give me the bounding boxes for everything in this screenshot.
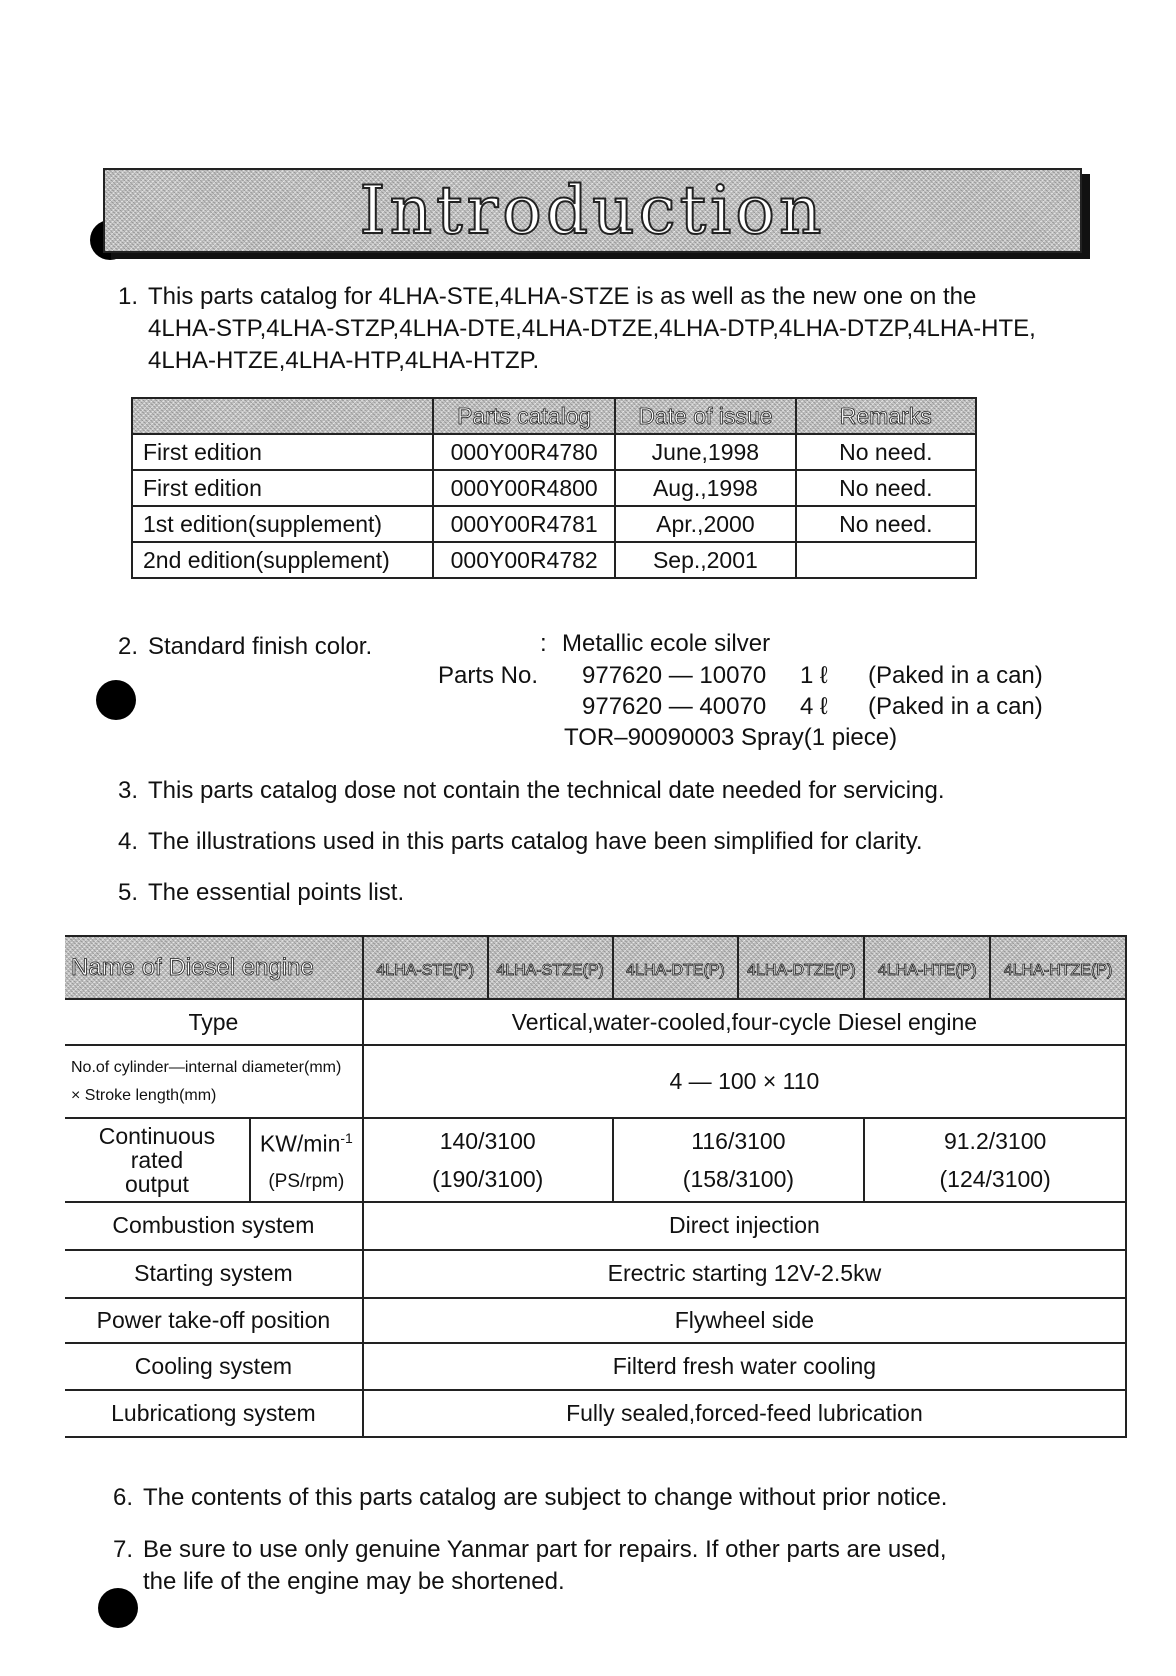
table-row: Combustion system Direct injection <box>65 1202 1126 1250</box>
model-header: 4LHA-STE(P) <box>376 962 475 979</box>
part-note-1: (Paked in a can) <box>868 662 1043 689</box>
intro-item-5: 5. The essential points list. <box>118 879 405 906</box>
intro-item-7: 7. Be sure to use only genuine Yanmar part for repairs. If other parts are used, the life of the engine may be shortened. <box>113 1536 947 1595</box>
table-row: 2nd edition(supplement) 000Y00R4782 Sep.,2001 <box>132 542 976 578</box>
intro-item-2-label: 2. Standard finish color. <box>118 633 373 660</box>
table-row: 1st edition(supplement) 000Y00R4781 Apr.,2000 No need. <box>132 506 976 542</box>
editions-header-date: Date of issue <box>638 402 773 429</box>
table-row: Starting system Erectric starting 12V-2.5kw <box>65 1250 1126 1298</box>
part-note-2: (Paked in a can) <box>868 693 1043 720</box>
table-row: Cooling system Filterd fresh water cooling <box>65 1343 1126 1390</box>
intro-item-6: 6. The contents of this parts catalog are subject to change without prior notice. <box>113 1484 948 1511</box>
page-title: Introduction <box>359 172 826 249</box>
intro-item-1: 1. This parts catalog for 4LHA-STE,4LHA-STZE is as well as the new one on the 4LHA-STP,4LHA-STZP,4LHA-DTE,4LHA-DTZE,4LHA-DTP,4LHA-DTZP,4LHA-HTE, 4LHA-HTZE,4LHA-HTP,4LHA-HTZP. <box>118 283 1036 374</box>
intro-item-4: 4. The illustrations used in this parts catalog have been simplified for clarity. <box>118 828 923 855</box>
model-header: 4LHA-DTZE(P) <box>747 962 856 979</box>
editions-table <box>131 397 977 579</box>
finish-colon: : <box>540 630 547 657</box>
model-header: 4LHA-HTZE(P) <box>1003 962 1113 979</box>
model-header: 4LHA-HTE(P) <box>877 962 977 979</box>
engine-specs-table <box>65 935 1127 1438</box>
table-row: Lubricationg system Fully sealed,forced-feed lubrication <box>65 1390 1126 1437</box>
model-header: 4LHA-STZE(P) <box>496 962 604 979</box>
table-row: Type Vertical,water-cooled,four-cycle Diesel engine <box>65 999 1126 1045</box>
intro-item-3: 3. This parts catalog dose not contain the technical date needed for servicing. <box>118 777 945 804</box>
table-row: No.of cylinder—internal diameter(mm) × Stroke length(mm) 4 — 100 × 110 <box>65 1045 1126 1118</box>
model-header: 4LHA-DTE(P) <box>626 962 725 979</box>
part-qty-2: 4 ℓ <box>800 693 828 720</box>
punch-hole-middle <box>96 680 136 720</box>
part-number-2: 977620 — 40070 <box>582 693 767 720</box>
spray-part: TOR–90090003 Spray(1 piece) <box>564 724 898 751</box>
engine-name-header: Name of Diesel engine <box>71 953 314 981</box>
part-number-1: 977620 — 10070 <box>582 662 767 689</box>
table-row: First edition 000Y00R4780 June,1998 No need. <box>132 434 976 470</box>
finish-color-name: Metallic ecole silver <box>562 630 771 657</box>
table-row: Continuous rated output $KW/\min^{-1}$ (PS/rpm) 140/3100 (190/3100) 116/3100 (158/3100) 91.2/3100 (124/3100) <box>65 1118 1126 1202</box>
editions-header-remarks: Remarks <box>839 402 932 429</box>
parts-no-label: Parts No. <box>438 662 539 689</box>
table-row: Power take-off position Flywheel side <box>65 1298 1126 1343</box>
editions-header-blank <box>132 398 433 434</box>
editions-header-catalog: Parts catalog <box>457 402 592 429</box>
table-row: First edition 000Y00R4800 Aug.,1998 No need. <box>132 470 976 506</box>
title-banner <box>103 168 1082 253</box>
part-qty-1: 1 ℓ <box>800 662 828 689</box>
